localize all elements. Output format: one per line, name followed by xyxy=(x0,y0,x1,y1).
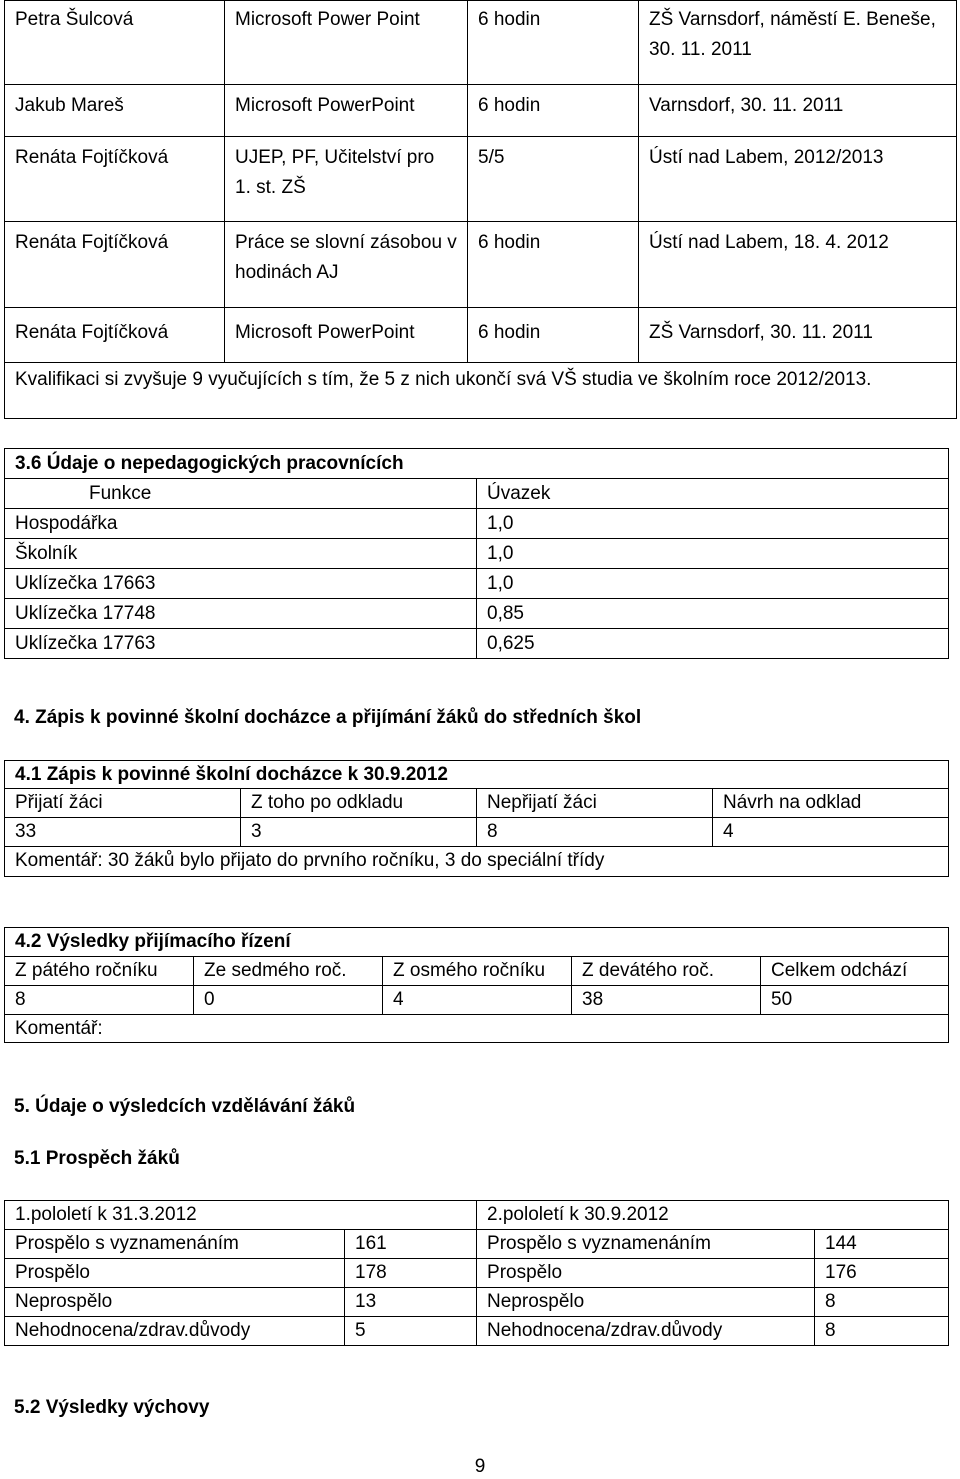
person-cell: Jakub Mareš xyxy=(5,85,225,137)
value-deferred: 3 xyxy=(241,818,477,847)
result-label: Nehodnocena/zdrav.důvody xyxy=(477,1317,815,1346)
admission-heading: 4.2 Výsledky přijímacího řízení xyxy=(5,928,949,957)
results-first-term-title: 1.pololetí k 31.3.2012 xyxy=(5,1201,477,1230)
load-cell: 0,85 xyxy=(477,599,949,629)
place-date-cell: Varnsdorf, 30. 11. 2011 xyxy=(639,85,957,137)
enrollment-comment-row xyxy=(5,847,949,877)
value-deferral-proposal: 4 xyxy=(713,818,949,847)
load-cell: 1,0 xyxy=(477,539,949,569)
value-total: 50 xyxy=(761,986,949,1015)
staff-table xyxy=(4,448,949,659)
header-grade-9: Z devátého roč. xyxy=(572,957,761,986)
place-date-cell: ZŠ Varnsdorf, 30. 11. 2011 xyxy=(639,308,957,363)
qualification-note: Kvalifikaci si zvyšuje 9 vyučujících s tím, že 5 z nich ukončí svá VŠ studia ve školním roce 2012/2013. xyxy=(5,363,957,419)
table-row xyxy=(5,539,949,569)
person-cell: Renáta Fojtíčková xyxy=(5,222,225,308)
value-grade-9: 38 xyxy=(572,986,761,1015)
course-cell: Microsoft PowerPoint xyxy=(225,308,468,363)
function-cell: Uklízečka 17763 xyxy=(5,629,477,659)
results-title-row xyxy=(5,1201,949,1230)
result-value: 5 xyxy=(345,1317,477,1346)
result-value: 8 xyxy=(815,1288,949,1317)
table-row xyxy=(5,1288,949,1317)
result-value: 144 xyxy=(815,1230,949,1259)
place-date-cell: ZŠ Varnsdorf, náměstí E. Beneše, 30. 11. 2011 xyxy=(639,1,957,85)
result-label: Neprospělo xyxy=(5,1288,345,1317)
table-row xyxy=(5,1317,949,1346)
staff-heading: 3.6 Údaje o nepedagogických pracovnících xyxy=(5,449,949,479)
col-function: Funkce xyxy=(5,479,477,509)
col-load: Úvazek xyxy=(477,479,949,509)
header-total: Celkem odchází xyxy=(761,957,949,986)
person-cell: Petra Šulcová xyxy=(5,1,225,85)
result-value: 8 xyxy=(815,1317,949,1346)
place-date-cell: Ústí nad Labem, 18. 4. 2012 xyxy=(639,222,957,308)
place-date-cell: Ústí nad Labem, 2012/2013 xyxy=(639,137,957,222)
value-admitted: 33 xyxy=(5,818,241,847)
header-deferral-proposal: Návrh na odklad xyxy=(713,789,949,818)
result-label: Neprospělo xyxy=(477,1288,815,1317)
table-row xyxy=(5,137,957,222)
value-grade-5: 8 xyxy=(5,986,194,1015)
duration-cell: 6 hodin xyxy=(468,85,639,137)
function-cell: Uklízečka 17663 xyxy=(5,569,477,599)
result-label: Nehodnocena/zdrav.důvody xyxy=(5,1317,345,1346)
section-5-heading: 5. Údaje o výsledcích vzdělávání žáků xyxy=(14,1096,356,1117)
person-cell: Renáta Fojtíčková xyxy=(5,308,225,363)
admission-header-row xyxy=(5,957,949,986)
value-rejected: 8 xyxy=(477,818,713,847)
results-second-term-title: 2.pololetí k 30.9.2012 xyxy=(477,1201,949,1230)
value-grade-8: 4 xyxy=(383,986,572,1015)
function-cell: Hospodářka xyxy=(5,509,477,539)
function-cell: Školník xyxy=(5,539,477,569)
header-deferred: Z toho po odkladu xyxy=(241,789,477,818)
course-cell: Microsoft Power Point xyxy=(225,1,468,85)
section-4-heading: 4. Zápis k povinné školní docházce a přijímání žáků do středních škol xyxy=(14,707,642,728)
training-table xyxy=(4,0,957,419)
result-label: Prospělo xyxy=(477,1259,815,1288)
results-table xyxy=(4,1200,949,1346)
table-row xyxy=(5,599,949,629)
table-row xyxy=(5,1259,949,1288)
course-cell: UJEP, PF, Učitelství pro 1. st. ZŠ xyxy=(225,137,468,222)
staff-heading-row xyxy=(5,449,949,479)
function-cell: Uklízečka 17748 xyxy=(5,599,477,629)
result-value: 13 xyxy=(345,1288,477,1317)
section-5-1-heading: 5.1 Prospěch žáků xyxy=(14,1148,180,1169)
result-label: Prospělo s vyznamenáním xyxy=(5,1230,345,1259)
admission-heading-row xyxy=(5,928,949,957)
course-cell: Microsoft PowerPoint xyxy=(225,85,468,137)
table-row xyxy=(5,629,949,659)
admission-comment: Komentář: xyxy=(5,1015,949,1043)
header-rejected: Nepřijatí žáci xyxy=(477,789,713,818)
enrollment-heading-row xyxy=(5,761,949,789)
person-cell: Renáta Fojtíčková xyxy=(5,137,225,222)
load-cell: 1,0 xyxy=(477,569,949,599)
table-row xyxy=(5,85,957,137)
table-row xyxy=(5,1230,949,1259)
duration-cell: 6 hodin xyxy=(468,222,639,308)
duration-cell: 5/5 xyxy=(468,137,639,222)
load-cell: 0,625 xyxy=(477,629,949,659)
header-grade-8: Z osmého ročníku xyxy=(383,957,572,986)
table-footer-row xyxy=(5,363,957,419)
section-5-2-heading: 5.2 Výsledky výchovy xyxy=(14,1397,210,1418)
table-row xyxy=(5,308,957,363)
table-row xyxy=(5,569,949,599)
enrollment-table xyxy=(4,760,949,877)
header-admitted: Přijatí žáci xyxy=(5,789,241,818)
table-row xyxy=(5,509,949,539)
result-label: Prospělo s vyznamenáním xyxy=(477,1230,815,1259)
result-value: 176 xyxy=(815,1259,949,1288)
duration-cell: 6 hodin xyxy=(468,1,639,85)
staff-header-row xyxy=(5,479,949,509)
duration-cell: 6 hodin xyxy=(468,308,639,363)
admission-comment-row xyxy=(5,1015,949,1043)
enrollment-heading: 4.1 Zápis k povinné školní docházce k 30.9.2012 xyxy=(5,761,949,789)
page-number: 9 xyxy=(474,1456,486,1477)
enrollment-comment: Komentář: 30 žáků bylo přijato do prvního ročníku, 3 do speciální třídy xyxy=(5,847,949,877)
course-cell: Práce se slovní zásobou v hodinách AJ xyxy=(225,222,468,308)
enrollment-header-row xyxy=(5,789,949,818)
header-grade-7: Ze sedmého roč. xyxy=(194,957,383,986)
enrollment-values-row xyxy=(5,818,949,847)
header-grade-5: Z pátého ročníku xyxy=(5,957,194,986)
table-row xyxy=(5,222,957,308)
table-row xyxy=(5,1,957,85)
result-value: 178 xyxy=(345,1259,477,1288)
result-label: Prospělo xyxy=(5,1259,345,1288)
load-cell: 1,0 xyxy=(477,509,949,539)
admission-values-row xyxy=(5,986,949,1015)
admission-table xyxy=(4,927,949,1043)
result-value: 161 xyxy=(345,1230,477,1259)
value-grade-7: 0 xyxy=(194,986,383,1015)
